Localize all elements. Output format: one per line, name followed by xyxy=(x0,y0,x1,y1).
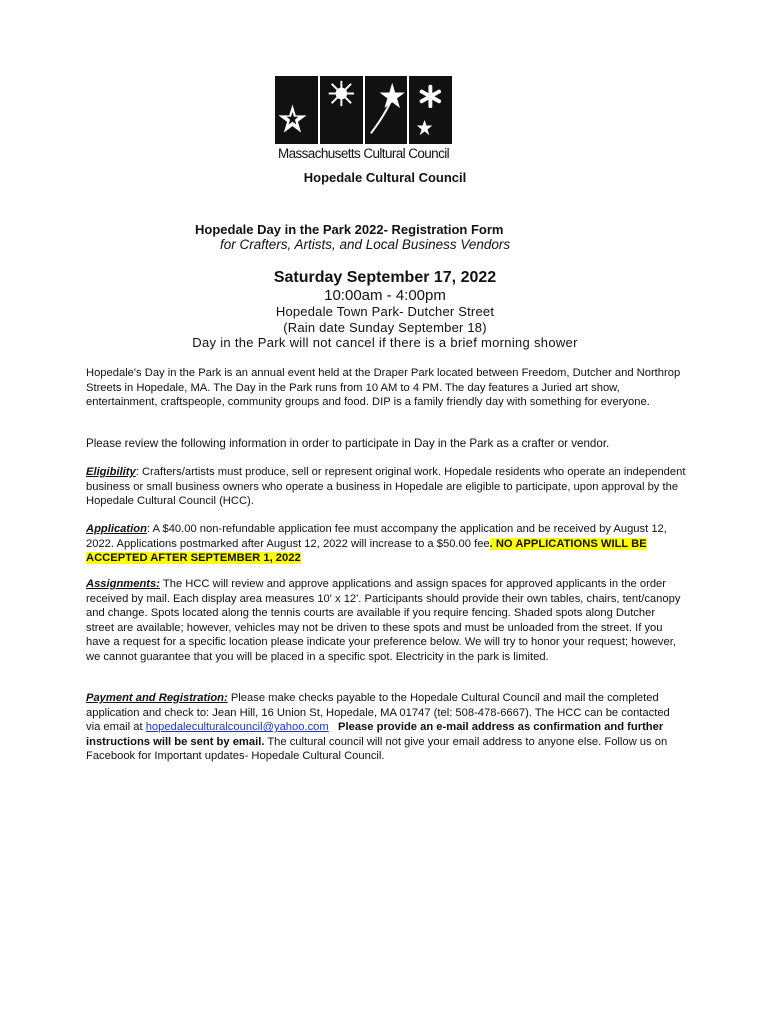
shower-note: Day in the Park will not cancel if there is a brief morning shower xyxy=(192,335,578,350)
shooting-star-icon xyxy=(365,76,408,144)
payment-bold-note: Please provide an e-mail address as confirmation and further instructions will be sent by email. xyxy=(86,721,664,748)
eligibility-text: : Crafters/artists must produce, sell or represent original work. Hopedale residents who operate an independent business or small business owners who operate a business in Hopedale are eligible to participate, upon approval by the Hopedale Cultural Council (HCC). xyxy=(86,466,686,508)
application-label: Application xyxy=(86,523,147,535)
asterisk-icon xyxy=(409,76,452,144)
logo-panels xyxy=(275,76,452,144)
assignments-text: The HCC will review and approve applications and assign spaces for approved applicants in the order received by mail. Each display area measures 10' x 12'. Participants should provide their own tables, chairs, tent/canopy and change. Spots located along the tennis courts are available if you require fencing. Shaded spots along Dutcher street are available; however, vehicles may not be driven to these spots and must be unloaded from the street. If you have a request for a specific location please indicate your preference below. We will try to honor your request; however, we cannot guarantee that you will be placed in a specific spot. Electricity in the park is limited. xyxy=(86,578,681,663)
event-time: 10:00am - 4:00pm xyxy=(324,287,446,304)
payment-tail: The cultural council will not give your email address to anyone else. Follow us on Facebook for Important updates- Hopedale Cultural Council. xyxy=(86,735,668,763)
logo-asterisk-panel xyxy=(409,76,452,144)
application-text: : A $40.00 non-refundable application fee must accompany the application and be received by August 12, 2022. Applications postmarked after August 12, 2022 will increase to a $50.00 fee xyxy=(86,523,667,550)
email-link[interactable]: hopedaleculturalcouncil@yahoo.com xyxy=(145,721,329,734)
payment-paragraph xyxy=(86,691,686,764)
assignments-label: Assignments: xyxy=(86,578,160,590)
star-icon xyxy=(275,76,318,144)
payment-label: Payment and Registration: xyxy=(86,692,228,704)
mcc-logo xyxy=(275,76,452,161)
form-subtitle: for Crafters, Artists, and Local Business Vendors xyxy=(220,237,511,252)
form-title: Hopedale Day in the Park 2022- Registration Form xyxy=(195,222,504,237)
logo-burst-panel xyxy=(320,76,363,144)
event-location: Hopedale Town Park- Dutcher Street xyxy=(275,304,495,319)
application-deadline-highlight: . NO APPLICATIONS WILL BE ACCEPTED AFTER SEPTEMBER 1, 2022 xyxy=(86,537,647,565)
logo-wordmark: Massachusetts Cultural Council xyxy=(277,146,450,161)
event-date: Saturday September 17, 2022 xyxy=(273,269,497,286)
payment-text: Please make checks payable to the Hopedale Cultural Council and mail the completed application and check to: Jean Hill, 16 Union St, Hopedale, MA 01747 (tel: 508-478-6667). The HCC can be contacted via email at xyxy=(86,692,670,734)
eligibility-paragraph xyxy=(86,465,686,509)
assignments-paragraph xyxy=(86,577,686,665)
rain-date: (Rain date Sunday September 18) xyxy=(283,320,487,335)
organization-name: Hopedale Cultural Council xyxy=(303,170,467,185)
application-paragraph xyxy=(86,522,686,566)
logo-star-panel-1 xyxy=(275,76,318,144)
intro-paragraph: Hopedale's Day in the Park is an annual event held at the Draper Park located between Freedom, Dutcher and Northrop Streets in Hopedale, MA. The Day in the Park runs from 10 AM to 4 PM. The day features a Juried art show, entertainment, craftspeople, community groups and food. DIP is a family friendly day with something for everyone. xyxy=(86,367,681,409)
review-paragraph: Please review the following information in order to participate in Day in the Park as a crafter or vendor. xyxy=(86,437,610,450)
burst-icon xyxy=(320,76,363,144)
logo-star-panel-2 xyxy=(365,76,408,144)
eligibility-label: Eligibility xyxy=(86,466,136,478)
